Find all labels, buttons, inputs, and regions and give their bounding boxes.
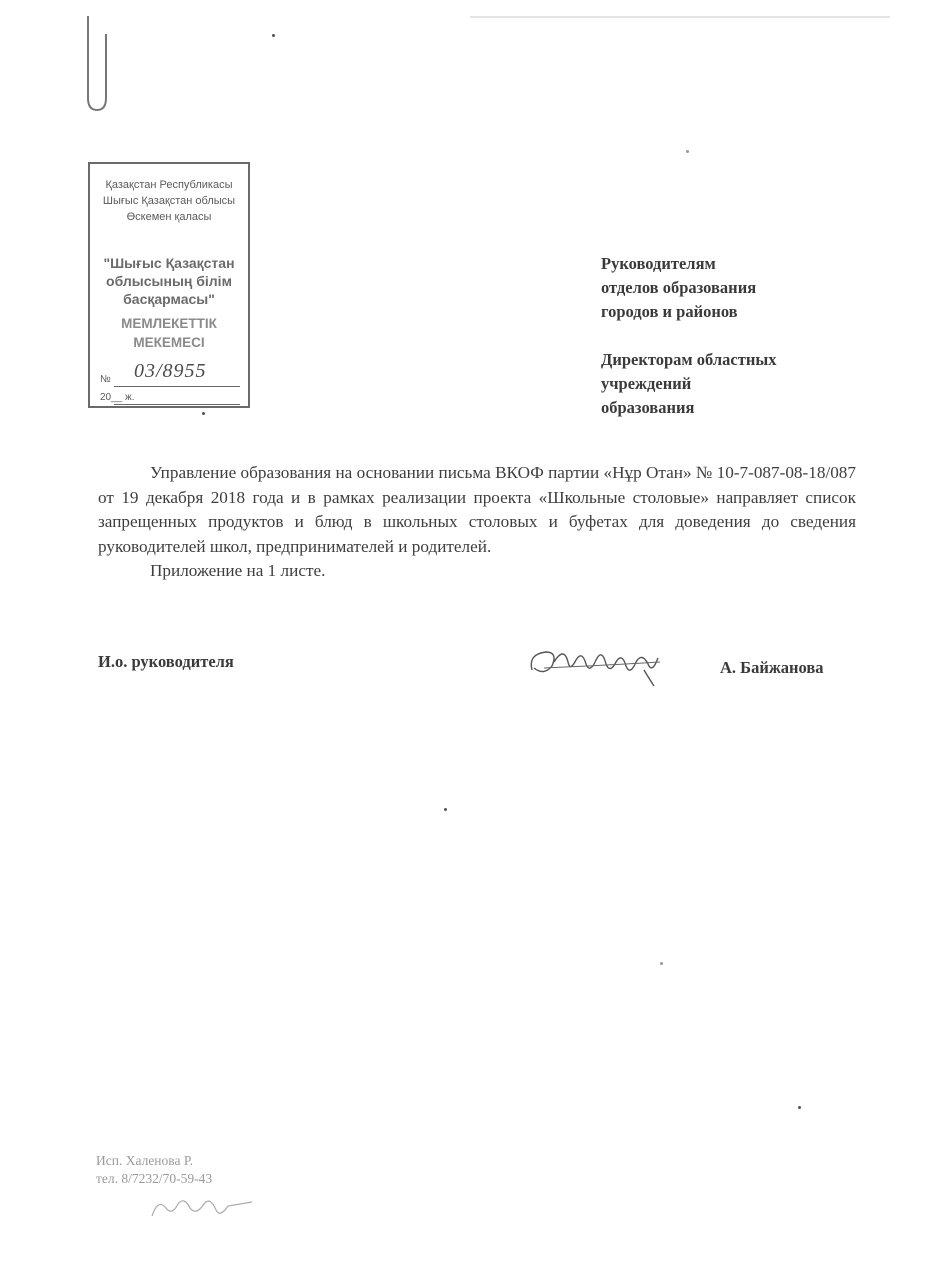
addressee-line: образования: [601, 398, 695, 417]
stamp-number-line: [114, 386, 240, 387]
addressee-line: Руководителям: [601, 254, 716, 273]
addressee-line: учреждений: [601, 374, 692, 393]
executor-signature: [148, 1192, 258, 1222]
scan-speck: [272, 34, 275, 37]
body-paragraph: Управление образования на основании письма ВКОФ партии «Нұр Отан» № 10-7-087-08-18/087 от 19 декабря 2018 года и в рамках реализации проекта «Школьные столовые» направляет список запрещенных продуктов и блюд в школьных столовых и буфетах для доведения до сведения руководителей школ, предпринимателей и родителей.: [98, 463, 856, 556]
scan-speck: [660, 962, 663, 965]
executor-info: [96, 1152, 212, 1188]
handwritten-signature: [524, 640, 674, 690]
registration-stamp: [88, 162, 250, 408]
stamp-org-type-2: МЕКЕМЕСІ: [133, 335, 205, 350]
stamp-number-label: №: [100, 374, 111, 385]
executor-phone: тел. 8/7232/70-59-43: [96, 1171, 213, 1186]
executor-name: Исп. Халенова Р.: [96, 1153, 194, 1168]
stamp-date-label: 20__ ж.: [100, 392, 135, 403]
signer-name: А. Байжанова: [720, 658, 824, 677]
stamp-city: Өскемен қаласы: [126, 211, 212, 223]
scan-speck: [798, 1106, 801, 1109]
stamp-country: Қазақстан Республикасы: [105, 179, 233, 191]
letter-body: [98, 461, 856, 584]
signer-title: И.о. руководителя: [98, 652, 234, 671]
stamp-registration-number: 03/8955: [134, 360, 207, 382]
scan-speck: [686, 150, 689, 153]
addressee-block: [601, 252, 776, 420]
scan-artifact-line: [470, 16, 890, 18]
stamp-date-line: [114, 404, 240, 405]
stamp-org-name-1: "Шығыс Қазақстан: [103, 255, 235, 271]
stamp-org-name-2: облысының білім: [106, 273, 232, 289]
addressee-line: Директорам областных: [601, 350, 777, 369]
paper-clip-mark: [84, 14, 110, 114]
attachment-note: Приложение на 1 листе.: [150, 561, 326, 580]
addressee-line: отделов образования: [601, 278, 757, 297]
stamp-org-name-3: басқармасы": [123, 291, 215, 307]
scan-speck: [444, 808, 447, 811]
scan-speck: [202, 412, 205, 415]
addressee-line: городов и районов: [601, 302, 738, 321]
stamp-region: Шығыс Қазақстан облысы: [102, 195, 236, 207]
stamp-org-type-1: МЕМЛЕКЕТТІК: [121, 316, 217, 331]
